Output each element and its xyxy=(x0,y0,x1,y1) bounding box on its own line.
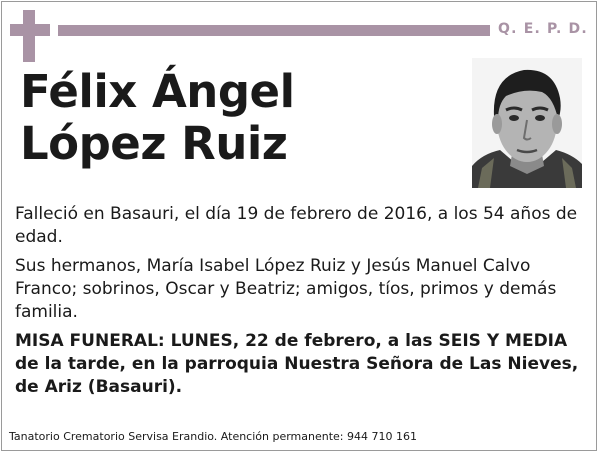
funeral-home-footer: Tanatorio Crematorio Servisa Erandio. Atención permanente: 944 710 161 xyxy=(9,430,417,443)
portrait-image xyxy=(472,58,582,188)
funeral-mass-info: MISA FUNERAL: LUNES, 22 de febrero, a las SEIS Y MEDIA de la tarde, en la parroquia Nuestra Señora de Las Nieves, de Ariz (Basauri). xyxy=(15,331,579,397)
header-rule xyxy=(58,25,490,36)
cross-icon xyxy=(10,10,50,62)
death-announcement: Falleció en Basauri, el día 19 de febrero de 2016, a los 54 años de edad. xyxy=(15,204,578,247)
qepd-label: Q. E. P. D. xyxy=(498,21,588,37)
deceased-name xyxy=(20,66,295,170)
notice-body xyxy=(15,203,585,405)
deceased-photo xyxy=(472,58,582,188)
deceased-name-line2: López Ruiz xyxy=(20,117,288,170)
family-mourners: Sus hermanos, María Isabel López Ruiz y Jesús Manuel Calvo Franco; sobrinos, Oscar y Beatriz; amigos, tíos, primos y demás familia. xyxy=(15,256,557,322)
deceased-name-line1: Félix Ángel xyxy=(20,65,295,118)
